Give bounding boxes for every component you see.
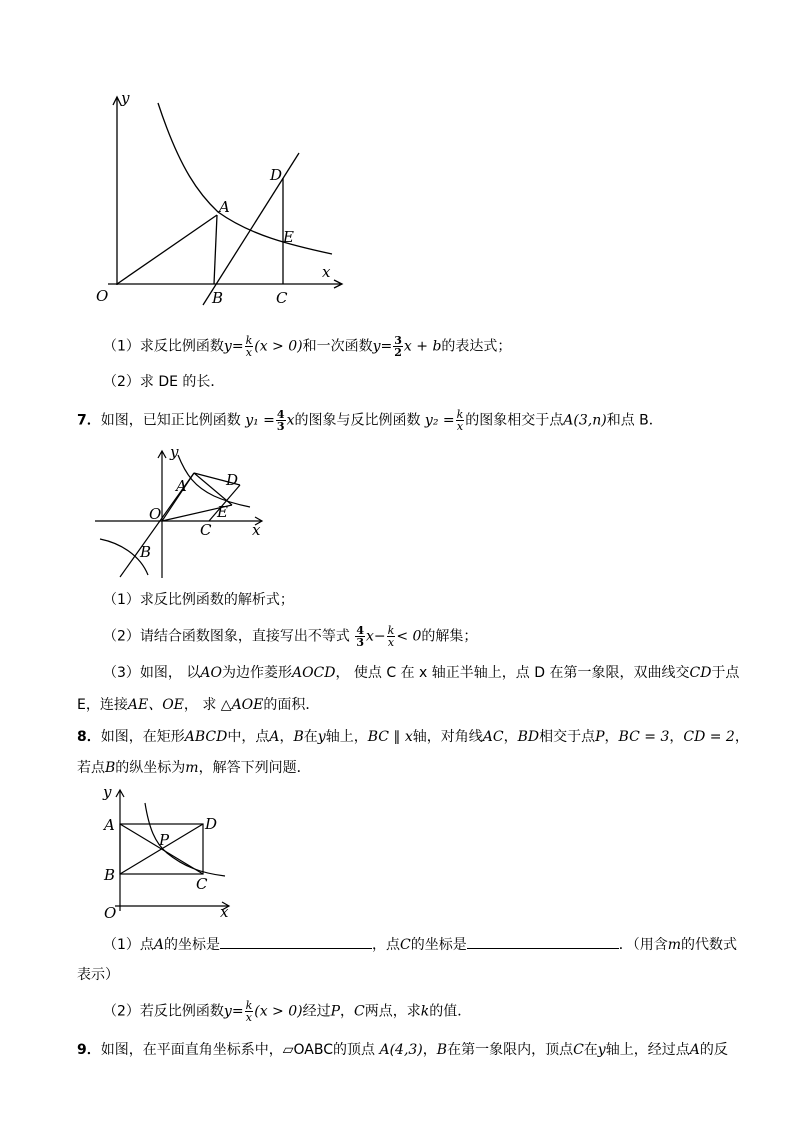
hyperbola (158, 103, 332, 254)
q7-stem: 7．如图，已知正比例函数 y₁ = $\frac{4}{3}$ x的图象与反比例函数 y₂ = $\frac{k}{x}$ 的图象相交于点A(3,n)和点 B． (77, 408, 663, 433)
label-O: O (149, 505, 162, 523)
label-D: D (205, 815, 218, 833)
label-C: C (200, 521, 212, 539)
answer-blank-C[interactable] (467, 934, 619, 949)
q8-part2: （2）若反比例函数y= $\frac{k}{x}$ (x > 0)经过P，C两点，求k的值． (103, 999, 472, 1024)
label-D: D (270, 166, 283, 184)
label-x: x (252, 521, 261, 539)
q8-part1: （1）点A的坐标是 ，点C的坐标是 ．（用含m的代数式 (103, 934, 737, 955)
label-P: P (159, 831, 170, 849)
q9-stem: 9．如图，在平面直角坐标系中，▱OABC的顶点 A(4,3)，B在第一象限内，顶点C在y轴上，经过点A的反 (77, 1042, 728, 1058)
label-x: x (322, 263, 331, 281)
q6-part1: （1）求反比例函数y= $\frac{k}{x}$ (x > 0)和一次函数y= $\frac{3}{2}$ x + b的表达式； (103, 334, 512, 359)
segment-OA (117, 215, 217, 284)
label-B: B (140, 543, 152, 561)
label-x: x (220, 903, 229, 921)
label-E: E (283, 228, 294, 246)
answer-blank-A[interactable] (220, 934, 372, 949)
q7-part3: （3）如图， 以AO为边作菱形AOCD， 使点 C 在 x 轴正半轴上，点 D 在第一象限，双曲线交CD于点 (103, 665, 740, 681)
q7-part1: （1）求反比例函数的解析式； (103, 592, 294, 608)
figure-q7 (90, 445, 270, 580)
label-C: C (196, 875, 208, 893)
label-B: B (104, 866, 116, 884)
q7-part2: （2）请结合函数图象，直接写出不等式 $\frac{4}{3}$ x− $\frac{k}{x}$ < 0的解集； (103, 624, 478, 649)
segment-AB (214, 215, 217, 284)
hyperbola (145, 803, 225, 876)
label-y: y (170, 445, 179, 461)
label-y: y (121, 89, 130, 107)
q8-part1-cont: 表示） (77, 967, 119, 983)
label-A: A (219, 198, 230, 216)
label-A: A (104, 816, 115, 834)
label-C: C (276, 289, 288, 307)
label-O: O (96, 287, 109, 305)
figure-q8 (95, 783, 240, 923)
label-B: B (212, 289, 224, 307)
q6-part2: （2）求 DE 的长． (103, 374, 225, 390)
q8-stem-line2: 若点B的纵坐标为m，解答下列问题． (77, 760, 311, 776)
label-A: A (176, 477, 187, 495)
label-O: O (104, 904, 117, 922)
figure-q6 (90, 85, 360, 315)
q7-part3-cont: E，连接AE、OE， 求 △AOE的面积． (77, 697, 320, 713)
q8-stem-line1: 8．如图，在矩形ABCD中，点A，B在y轴上，BC ∥ x轴，对角线AC，BD相交于点P，BC = 3，CD = 2， (77, 729, 749, 745)
label-E: E (217, 503, 228, 521)
label-D: D (226, 471, 239, 489)
label-y: y (103, 783, 112, 801)
